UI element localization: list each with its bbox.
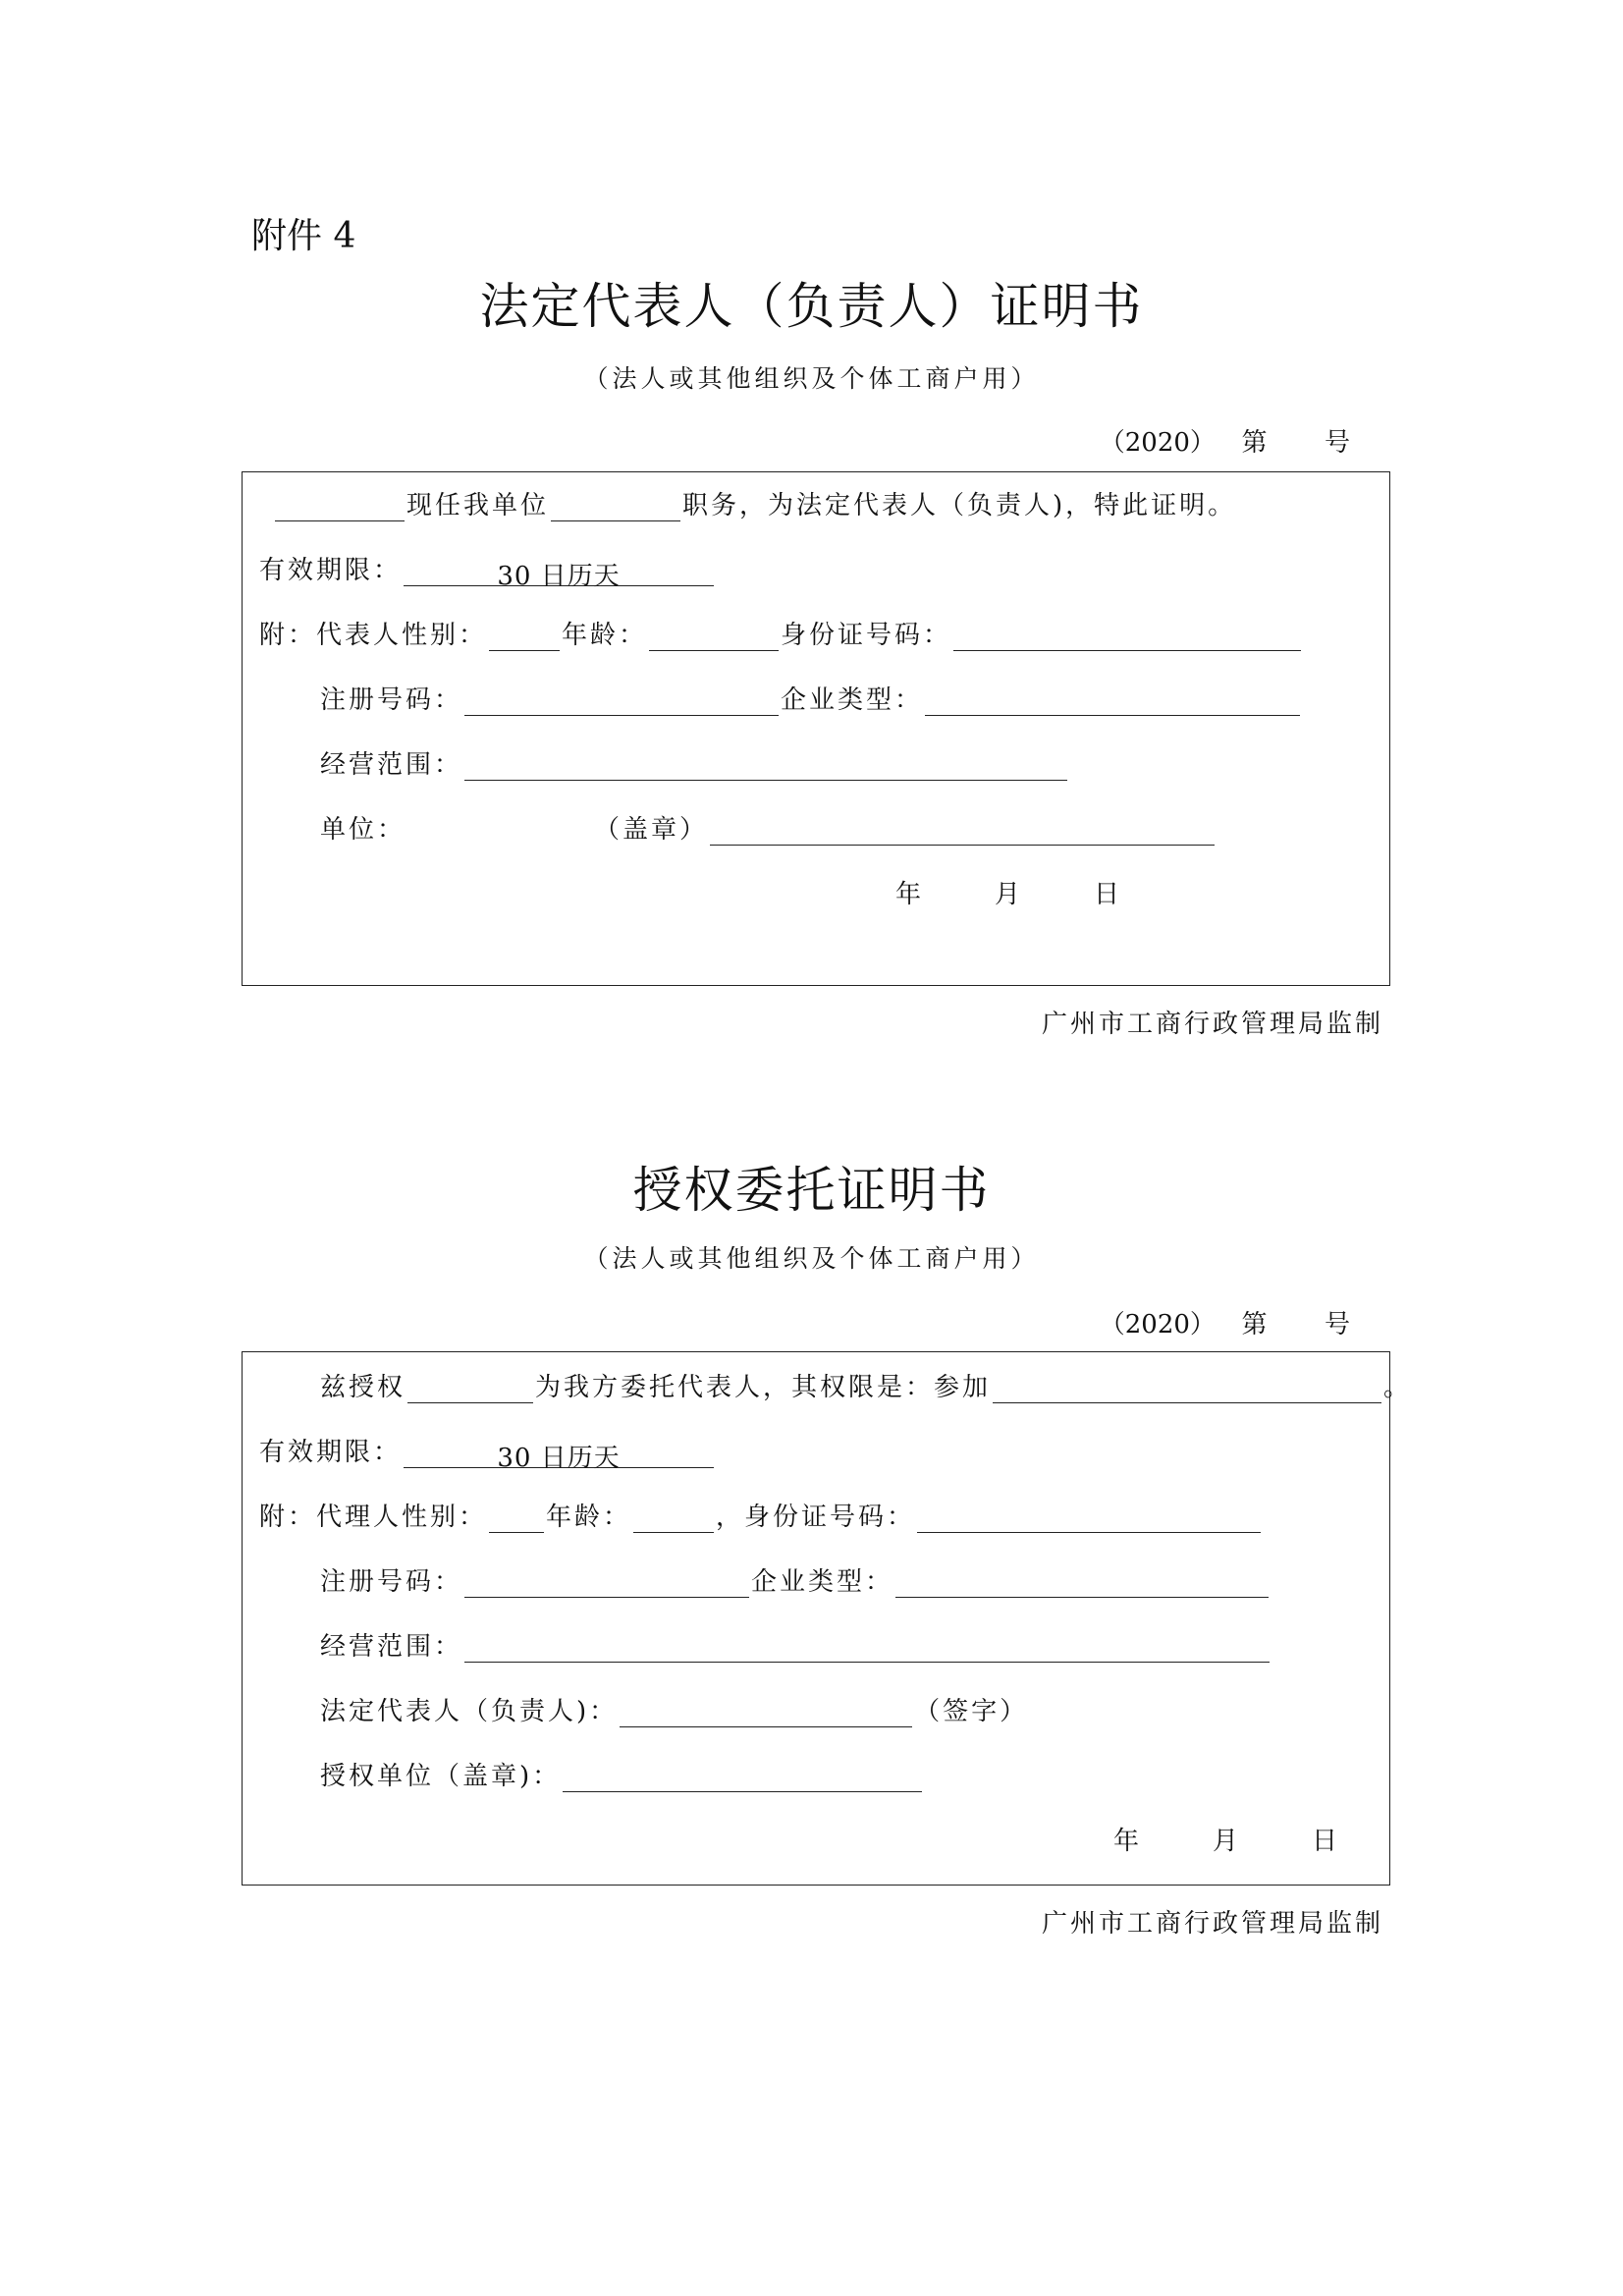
validity-label: 有效期限： [259, 556, 403, 585]
reg-blank[interactable] [464, 1567, 749, 1598]
gender-blank[interactable] [489, 1503, 544, 1533]
date-year: 年 [1113, 1827, 1143, 1856]
legal-rep-certificate-title: 法定代表人（负责人）证明书 [479, 278, 1144, 335]
type-blank[interactable] [925, 685, 1300, 716]
scope-blank[interactable] [464, 750, 1067, 781]
legal-rep-certificate-box [242, 471, 1390, 986]
issuer-footer: 广州市工商行政管理局监制 [1041, 1010, 1383, 1039]
auth-line-1 [320, 1367, 1412, 1403]
seal-label: （盖章） [594, 815, 709, 845]
date-line [895, 874, 1122, 910]
unit-label: 单位： [320, 815, 406, 845]
gender-blank[interactable] [489, 621, 560, 651]
position-blank[interactable] [551, 491, 680, 521]
validity-line-2 [259, 1432, 716, 1473]
legal-rep-certificate-subtitle: （法人或其他组织及个体工商户用） [583, 364, 1040, 393]
cert-line-1-text-a: 现任我单位 [406, 491, 550, 520]
authorization-title: 授权委托证明书 [632, 1162, 991, 1219]
reg-line [320, 680, 1302, 716]
attachment-label: 附件 4 [251, 216, 356, 256]
unit-blank[interactable] [710, 815, 1215, 846]
age-blank[interactable] [633, 1503, 714, 1533]
reg-line-2 [320, 1561, 1271, 1598]
legal-rep-line [320, 1691, 1028, 1727]
validity-line [259, 550, 716, 591]
attach-prefix: 附： [259, 621, 317, 650]
validity-value[interactable]: 30 日历天 [404, 556, 714, 586]
name-blank[interactable] [275, 491, 405, 521]
attach-prefix: 附： [259, 1503, 317, 1532]
unit-line [320, 809, 1217, 846]
id-blank[interactable] [917, 1503, 1261, 1533]
validity-label: 有效期限： [259, 1438, 403, 1467]
sign-label: （签字） [914, 1697, 1029, 1726]
date-month: 月 [1213, 1827, 1242, 1856]
attach-line-2 [259, 1497, 1263, 1533]
age-label: 年龄： [562, 621, 648, 650]
scope-line-2 [320, 1626, 1271, 1663]
doc-number-hao: 号 [1324, 428, 1350, 458]
id-label: 身份证号码： [781, 621, 952, 650]
reg-label: 注册号码： [320, 685, 463, 715]
gender-label: 代表人性别： [316, 621, 488, 650]
scope-blank[interactable] [464, 1632, 1270, 1663]
doc-number [1100, 422, 1350, 459]
type-label: 企业类型： [781, 685, 924, 715]
type-label: 企业类型： [751, 1567, 894, 1597]
date-line-2 [1113, 1821, 1340, 1857]
doc-number-2 [1100, 1304, 1350, 1340]
issuer-footer-2: 广州市工商行政管理局监制 [1041, 1909, 1383, 1939]
scope-of-authority-blank[interactable] [993, 1373, 1381, 1403]
reg-blank[interactable] [464, 685, 779, 716]
date-day: 日 [1094, 880, 1123, 909]
scope-line [320, 744, 1069, 781]
cert-line-1-text-b: 职务，为法定代表人（负责人)，特此证明。 [682, 491, 1237, 520]
validity-value[interactable]: 30 日历天 [404, 1438, 714, 1468]
cert-line-1 [273, 485, 1236, 521]
doc-number-di: 第 [1241, 428, 1268, 458]
auth-line-1-text-b: 为我方委托代表人，其权限是：参加 [535, 1373, 992, 1402]
doc-number-year: （2020） [1099, 1310, 1216, 1339]
scope-label: 经营范围： [320, 1632, 463, 1662]
authorization-subtitle: （法人或其他组织及个体工商户用） [583, 1244, 1040, 1273]
attach-line [259, 615, 1303, 651]
age-blank[interactable] [649, 621, 779, 651]
doc-number-hao: 号 [1324, 1310, 1350, 1339]
age-label: 年龄： [546, 1503, 632, 1532]
auth-unit-label: 授权单位（盖章)： [320, 1762, 562, 1791]
auth-line-1-end: 。 [1383, 1373, 1413, 1402]
date-day: 日 [1312, 1827, 1341, 1856]
type-blank[interactable] [895, 1567, 1269, 1598]
date-month: 月 [995, 880, 1024, 909]
legal-rep-label: 法定代表人（负责人)： [320, 1697, 619, 1726]
auth-line-1-text-a: 兹授权 [320, 1373, 406, 1402]
scope-label: 经营范围： [320, 750, 463, 780]
date-year: 年 [895, 880, 925, 909]
auth-unit-line [320, 1756, 924, 1792]
doc-number-di: 第 [1241, 1310, 1268, 1339]
id-label: ，身份证号码： [716, 1503, 916, 1532]
gender-label: 代理人性别： [316, 1503, 488, 1532]
doc-number-year: （2020） [1099, 428, 1216, 458]
legal-rep-blank[interactable] [620, 1697, 912, 1727]
authorized-person-blank[interactable] [407, 1373, 533, 1403]
id-blank[interactable] [953, 621, 1301, 651]
reg-label: 注册号码： [320, 1567, 463, 1597]
auth-unit-blank[interactable] [563, 1762, 922, 1792]
